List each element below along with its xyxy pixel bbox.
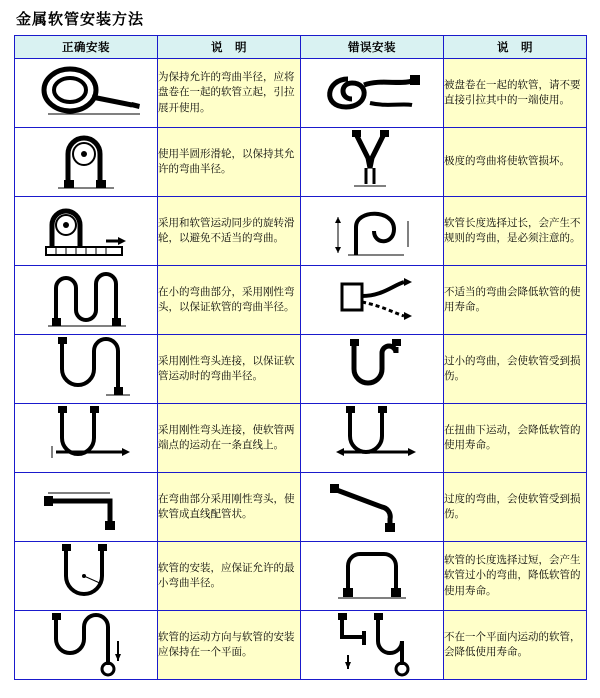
minimum-bend-radius-icon <box>15 542 156 610</box>
figure-cell-wrong <box>301 542 444 611</box>
description-cell-correct: 为保持允许的弯曲半径，应将盘卷在一起的软管立起，引拉展开使用。 <box>158 59 301 128</box>
improper-bend-icon <box>301 266 442 334</box>
description-cell-wrong: 极度的弯曲将使软管损坏。 <box>444 128 587 197</box>
description-cell-correct: 软管的安装，应保证允许的最小弯曲半径。 <box>158 542 301 611</box>
figure-cell-correct <box>15 335 158 404</box>
figure-cell-wrong <box>301 128 444 197</box>
figure-cell-correct <box>15 473 158 542</box>
description-cell-wrong: 在扭曲下运动，会降低软管的使用寿命。 <box>444 404 587 473</box>
table-row <box>15 611 587 680</box>
description-cell-wrong: 过度的弯曲，会使软管受到损伤。 <box>444 473 587 542</box>
description-cell-correct: 软管的运动方向与软管的安装应保持在一个平面。 <box>158 611 301 680</box>
out-of-plane-motion-icon <box>301 611 442 679</box>
description-cell-correct: 使用半圆形滑轮，以保持其允许的弯曲半径。 <box>158 128 301 197</box>
table-row <box>15 197 587 266</box>
description-cell-wrong: 软管的长度选择过短，会产生软管过小的弯曲，降低软管的使用寿命。 <box>444 542 587 611</box>
figure-cell-correct <box>15 404 158 473</box>
description-cell-wrong: 过小的弯曲，会使软管受到损伤。 <box>444 335 587 404</box>
description-cell-wrong: 不适当的弯曲会降低软管的使用寿命。 <box>444 266 587 335</box>
column-header-wrong-desc: 说 明 <box>444 36 587 59</box>
description-cell-correct: 采用和软管运动同步的旋转滑轮，以避免不适当的弯曲。 <box>158 197 301 266</box>
table-row <box>15 542 587 611</box>
figure-cell-correct <box>15 542 158 611</box>
table-row <box>15 128 587 197</box>
description-cell-correct: 在弯曲部分采用刚性弯头，使软管成直线配管状。 <box>158 473 301 542</box>
semicircular-pulley-icon <box>15 128 156 196</box>
table-header-row <box>15 36 587 59</box>
table-row <box>15 59 587 128</box>
figure-cell-correct <box>15 59 158 128</box>
figure-cell-wrong <box>301 473 444 542</box>
column-header-correct-figure: 正确安装 <box>15 36 158 59</box>
table-row <box>15 266 587 335</box>
column-header-wrong-figure: 错误安装 <box>301 36 444 59</box>
figure-cell-wrong <box>301 197 444 266</box>
same-plane-motion-icon <box>15 611 156 679</box>
excessive-bend-icon <box>301 473 442 541</box>
torsion-motion-icon <box>301 404 442 472</box>
figure-cell-wrong <box>301 335 444 404</box>
rigid-elbow-straight-pipe-icon <box>15 473 156 541</box>
sharp-bend-hose-icon <box>301 128 442 196</box>
figure-cell-correct <box>15 611 158 680</box>
table-row <box>15 404 587 473</box>
synchronized-rotating-pulley-icon <box>15 197 156 265</box>
coiled-hose-standing-icon <box>15 59 156 127</box>
table-row <box>15 335 587 404</box>
figure-cell-wrong <box>301 59 444 128</box>
description-cell-correct: 在小的弯曲部分，采用刚性弯头，以保证软管的弯曲半径。 <box>158 266 301 335</box>
description-cell-correct: 采用刚性弯头连接，以保证软管运动时的弯曲半径。 <box>158 335 301 404</box>
too-small-bend-icon <box>301 335 442 403</box>
figure-cell-wrong <box>301 611 444 680</box>
too-long-hose-loop-icon <box>301 197 442 265</box>
description-cell-wrong: 不在一个平面内运动的软管，会降低使用寿命。 <box>444 611 587 680</box>
figure-cell-correct <box>15 266 158 335</box>
figure-cell-wrong <box>301 404 444 473</box>
description-cell-correct: 采用刚性弯头连接，使软管两端点的运动在一条直线上。 <box>158 404 301 473</box>
rigid-elbow-connection-icon <box>15 335 156 403</box>
straight-line-motion-icon <box>15 404 156 472</box>
figure-cell-correct <box>15 197 158 266</box>
page-title: 金属软管安装方法 <box>16 10 145 28</box>
short-length-bend-icon <box>301 542 442 610</box>
description-cell-wrong: 软管长度选择过长，会产生不规则的弯曲，是必须注意的。 <box>444 197 587 266</box>
rigid-elbow-small-bend-icon <box>15 266 156 334</box>
table-row <box>15 473 587 542</box>
figure-cell-correct <box>15 128 158 197</box>
coiled-hose-pulled-icon <box>301 59 442 127</box>
figure-cell-wrong <box>301 266 444 335</box>
installation-methods-table <box>14 35 587 680</box>
column-header-correct-desc: 说 明 <box>158 36 301 59</box>
description-cell-wrong: 被盘卷在一起的软管，请不要直接引拉其中的一端使用。 <box>444 59 587 128</box>
